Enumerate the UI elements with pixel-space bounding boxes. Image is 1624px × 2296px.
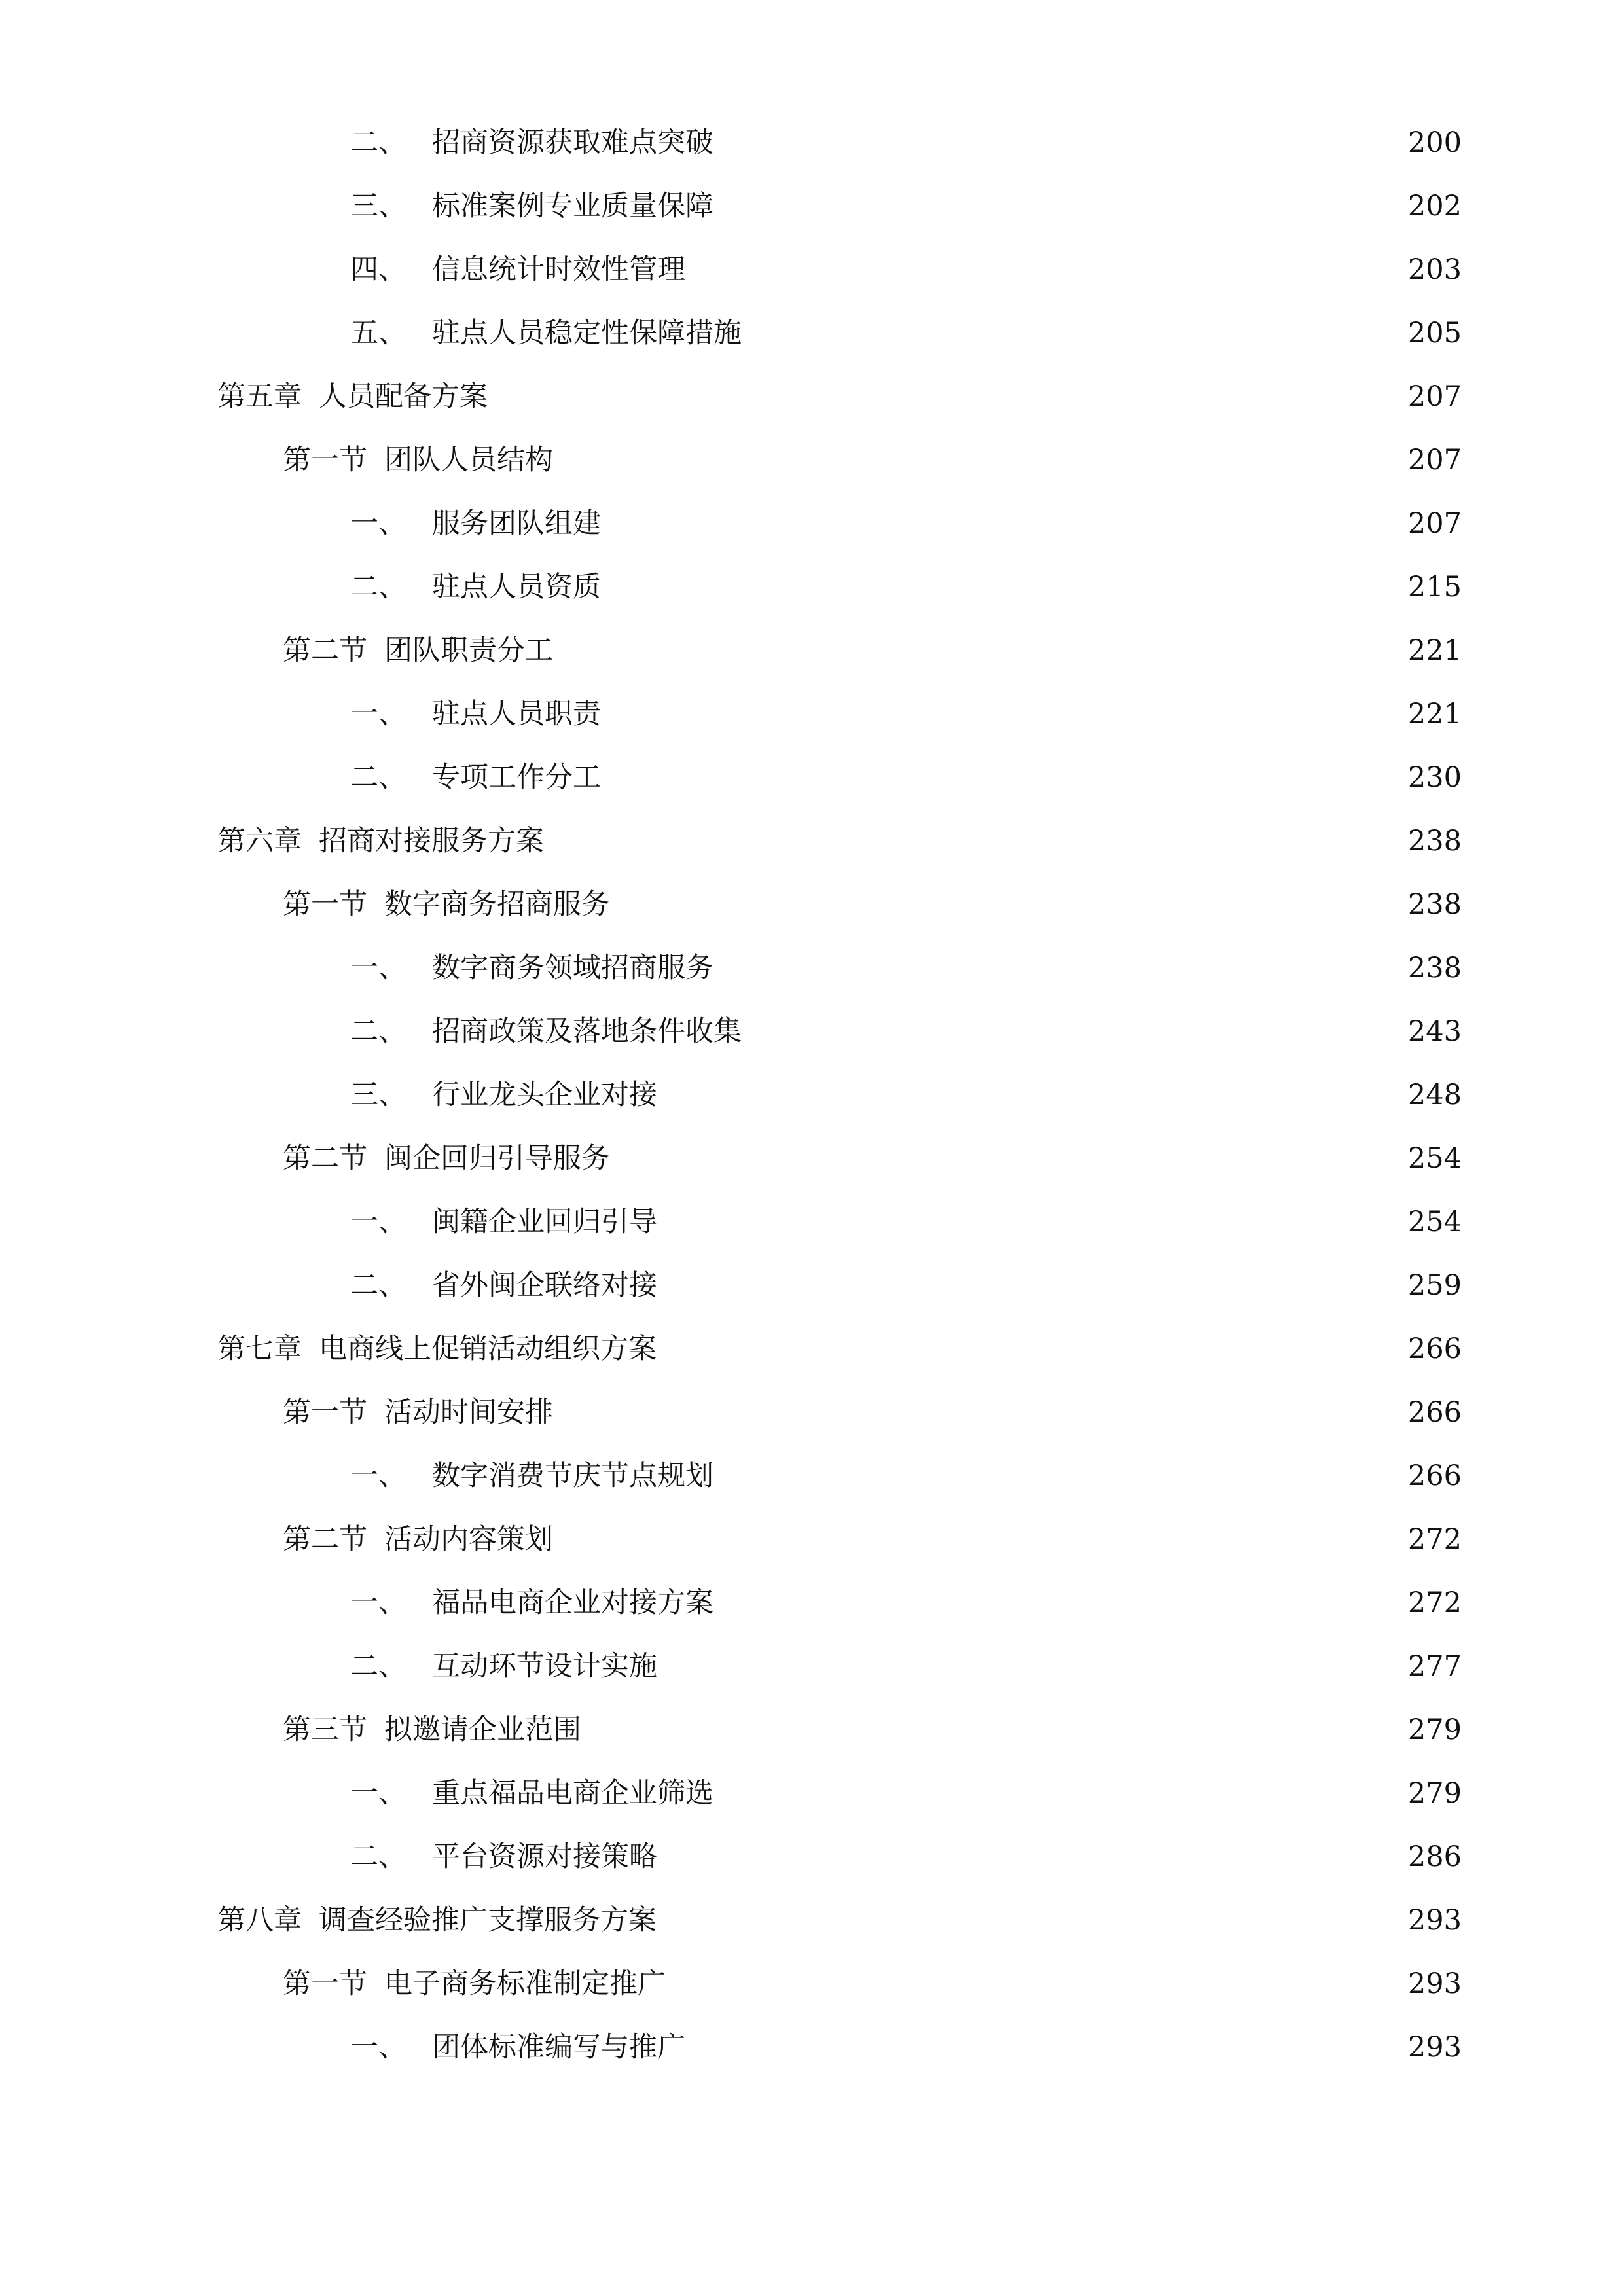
toc-entry-item[interactable] <box>0 1825 1624 1889</box>
toc-entry-number: 二、 <box>350 761 406 794</box>
toc-entry-item[interactable] <box>0 1571 1624 1635</box>
dot-leader <box>696 2016 1394 2079</box>
dot-leader <box>611 492 1394 556</box>
toc-entry-section[interactable] <box>0 1952 1624 2016</box>
toc-entry-number: 第一节 <box>283 444 367 476</box>
toc-entry-chapter[interactable] <box>0 1318 1624 1381</box>
toc-entry-title: 闽籍企业回归引导 <box>432 1206 657 1238</box>
toc-entry-number: 一、 <box>350 1206 406 1238</box>
toc-entry-item[interactable] <box>0 746 1624 810</box>
toc-entry-title: 团体标准编写与推广 <box>432 2031 685 2064</box>
toc-entry-number: 一、 <box>350 507 406 540</box>
toc-entry-title: 福品电商企业对接方案 <box>432 1587 713 1619</box>
dot-leader <box>668 1191 1394 1254</box>
toc-entry-number: 二、 <box>350 1650 406 1683</box>
toc-entry-item[interactable] <box>0 1444 1624 1508</box>
toc-entry-title: 人员配备方案 <box>319 380 488 413</box>
toc-entry-title: 团队职责分工 <box>384 634 553 667</box>
toc-entry-title: 省外闽企联络对接 <box>432 1269 657 1302</box>
toc-entry-page-number: 272 <box>1407 1587 1462 1619</box>
dot-leader <box>564 1508 1394 1571</box>
toc-entry-number: 一、 <box>350 1460 406 1492</box>
toc-entry-number: 二、 <box>350 126 406 159</box>
toc-entry-chapter[interactable] <box>0 1889 1624 1952</box>
toc-entry-title: 数字消费节庆节点规划 <box>432 1460 713 1492</box>
toc-entry-item[interactable] <box>0 1191 1624 1254</box>
toc-entry-section[interactable] <box>0 1698 1624 1762</box>
toc-entry-page-number: 248 <box>1407 1079 1462 1111</box>
toc-entry-number: 二、 <box>350 571 406 603</box>
toc-entry-section[interactable] <box>0 873 1624 937</box>
toc-entry-title: 数字商务招商服务 <box>384 888 609 921</box>
toc-entry-title: 招商对接服务方案 <box>319 825 544 857</box>
dot-leader <box>592 1698 1394 1762</box>
toc-entry-title: 电商线上促销活动组织方案 <box>319 1333 657 1365</box>
dot-leader <box>498 365 1394 429</box>
toc-entry-number: 第八章 <box>217 1904 302 1937</box>
dot-leader <box>752 1000 1394 1064</box>
toc-entry-title: 行业龙头企业对接 <box>432 1079 657 1111</box>
dot-leader <box>668 1254 1394 1318</box>
toc-entry-item[interactable] <box>0 1635 1624 1698</box>
toc-entry-page-number: 259 <box>1407 1269 1462 1302</box>
toc-entry-page-number: 254 <box>1407 1206 1462 1238</box>
toc-entry-number: 一、 <box>350 952 406 984</box>
toc-entry-page-number: 207 <box>1407 507 1462 540</box>
toc-entry-page-number: 279 <box>1407 1777 1462 1810</box>
toc-entry-number: 二、 <box>350 1840 406 1873</box>
toc-entry-page-number: 221 <box>1407 698 1462 730</box>
dot-leader <box>667 1318 1394 1381</box>
toc-entry-page-number: 200 <box>1407 126 1462 159</box>
toc-entry-number: 四、 <box>350 253 406 286</box>
toc-entry-title: 拟邀请企业范围 <box>384 1713 581 1746</box>
dot-leader <box>620 873 1394 937</box>
toc-entry-title: 平台资源对接策略 <box>432 1840 657 1873</box>
dot-leader <box>724 175 1394 238</box>
toc-entry-number: 第五章 <box>217 380 302 413</box>
toc-entry-section[interactable] <box>0 429 1624 492</box>
toc-entry-item[interactable] <box>0 2016 1624 2079</box>
toc-entry-item[interactable] <box>0 175 1624 238</box>
toc-entry-item[interactable] <box>0 492 1624 556</box>
toc-entry-title: 互动环节设计实施 <box>432 1650 657 1683</box>
toc-entry-page-number: 238 <box>1407 888 1462 921</box>
dot-leader <box>564 1381 1394 1444</box>
toc-entry-page-number: 243 <box>1407 1015 1462 1048</box>
toc-entry-title: 驻点人员职责 <box>432 698 601 730</box>
toc-entry-page-number: 215 <box>1407 571 1462 603</box>
toc-entry-number: 第二节 <box>283 1523 367 1556</box>
toc-entry-page-number: 207 <box>1407 380 1462 413</box>
toc-entry-title: 闽企回归引导服务 <box>384 1142 609 1175</box>
toc-entry-section[interactable] <box>0 619 1624 683</box>
toc-entry-item[interactable] <box>0 683 1624 746</box>
dot-leader <box>724 1571 1394 1635</box>
toc-entry-page-number: 230 <box>1407 761 1462 794</box>
toc-entry-number: 二、 <box>350 1269 406 1302</box>
toc-entry-page-number: 279 <box>1407 1713 1462 1746</box>
toc-entry-chapter[interactable] <box>0 365 1624 429</box>
dot-leader <box>668 1064 1394 1127</box>
toc-entry-item[interactable] <box>0 238 1624 302</box>
toc-entry-page-number: 238 <box>1407 952 1462 984</box>
toc-entry-page-number: 266 <box>1407 1333 1462 1365</box>
toc-entry-item[interactable] <box>0 1254 1624 1318</box>
toc-entry-title: 驻点人员稳定性保障措施 <box>432 317 742 350</box>
toc-entry-section[interactable] <box>0 1381 1624 1444</box>
toc-entry-title: 驻点人员资质 <box>432 571 601 603</box>
dot-leader <box>611 556 1394 619</box>
dot-leader <box>668 1825 1394 1889</box>
toc-entry-title: 招商资源获取难点突破 <box>432 126 713 159</box>
dot-leader <box>668 1635 1394 1698</box>
toc-entry-page-number: 221 <box>1407 634 1462 667</box>
toc-entry-title: 标准案例专业质量保障 <box>432 190 713 223</box>
toc-entry-title: 服务团队组建 <box>432 507 601 540</box>
dot-leader <box>667 1889 1394 1952</box>
toc-entry-title: 电子商务标准制定推广 <box>384 1967 666 2000</box>
toc-entry-page-number: 293 <box>1407 1967 1462 2000</box>
dot-leader <box>611 746 1394 810</box>
toc-entry-page-number: 293 <box>1407 1904 1462 1937</box>
toc-entry-number: 一、 <box>350 2031 406 2064</box>
dot-leader <box>554 810 1394 873</box>
toc-entry-page-number: 272 <box>1407 1523 1462 1556</box>
toc-entry-number: 一、 <box>350 1777 406 1810</box>
toc-entry-page-number: 293 <box>1407 2031 1462 2064</box>
toc-entry-item[interactable] <box>0 302 1624 365</box>
toc-entry-number: 第一节 <box>283 1396 367 1429</box>
toc-entry-number: 第七章 <box>217 1333 302 1365</box>
toc-entry-item[interactable] <box>0 111 1624 175</box>
dot-leader <box>724 937 1394 1000</box>
toc-entry-item[interactable] <box>0 1762 1624 1825</box>
dot-leader <box>620 1127 1394 1191</box>
dot-leader <box>752 302 1394 365</box>
toc-entry-chapter[interactable] <box>0 810 1624 873</box>
toc-entry-number: 第二节 <box>283 634 367 667</box>
toc-entry-number: 第三节 <box>283 1713 367 1746</box>
toc-entry-number: 第一节 <box>283 888 367 921</box>
dot-leader <box>564 619 1394 683</box>
toc-entry-title: 专项工作分工 <box>432 761 601 794</box>
toc-entry-page-number: 205 <box>1407 317 1462 350</box>
toc-entry-title: 调查经验推广支撑服务方案 <box>319 1904 657 1937</box>
dot-leader <box>696 238 1394 302</box>
toc-entry-page-number: 202 <box>1407 190 1462 223</box>
toc-entry-title: 活动内容策划 <box>384 1523 553 1556</box>
toc-entry-title: 团队人员结构 <box>384 444 553 476</box>
toc-entry-page-number: 207 <box>1407 444 1462 476</box>
toc-entry-section[interactable] <box>0 1508 1624 1571</box>
dot-leader <box>676 1952 1394 2016</box>
dot-leader <box>724 1444 1394 1508</box>
toc-entry-title: 信息统计时效性管理 <box>432 253 685 286</box>
toc-entry-page-number: 277 <box>1407 1650 1462 1683</box>
toc-entry-item[interactable] <box>0 937 1624 1000</box>
toc-entry-page-number: 266 <box>1407 1460 1462 1492</box>
toc-entry-number: 第一节 <box>283 1967 367 2000</box>
toc-entry-number: 第六章 <box>217 825 302 857</box>
toc-entry-number: 一、 <box>350 1587 406 1619</box>
toc-entry-number: 二、 <box>350 1015 406 1048</box>
dot-leader <box>724 111 1394 175</box>
toc-entry-number: 第二节 <box>283 1142 367 1175</box>
toc-entry-page-number: 254 <box>1407 1142 1462 1175</box>
toc-entry-number: 一、 <box>350 698 406 730</box>
toc-entry-title: 活动时间安排 <box>384 1396 553 1429</box>
toc-entry-number: 三、 <box>350 1079 406 1111</box>
toc-entry-number: 五、 <box>350 317 406 350</box>
toc-entry-page-number: 238 <box>1407 825 1462 857</box>
toc-entry-item[interactable] <box>0 1000 1624 1064</box>
dot-leader <box>611 683 1394 746</box>
dot-leader <box>724 1762 1394 1825</box>
toc-entry-number: 三、 <box>350 190 406 223</box>
table-of-contents <box>0 111 1624 2079</box>
toc-entry-section[interactable] <box>0 1127 1624 1191</box>
toc-entry-title: 重点福品电商企业筛选 <box>432 1777 713 1810</box>
toc-entry-title: 数字商务领域招商服务 <box>432 952 713 984</box>
toc-entry-item[interactable] <box>0 556 1624 619</box>
toc-entry-page-number: 203 <box>1407 253 1462 286</box>
dot-leader <box>564 429 1394 492</box>
toc-entry-title: 招商政策及落地条件收集 <box>432 1015 742 1048</box>
toc-entry-item[interactable] <box>0 1064 1624 1127</box>
toc-entry-page-number: 266 <box>1407 1396 1462 1429</box>
toc-entry-page-number: 286 <box>1407 1840 1462 1873</box>
